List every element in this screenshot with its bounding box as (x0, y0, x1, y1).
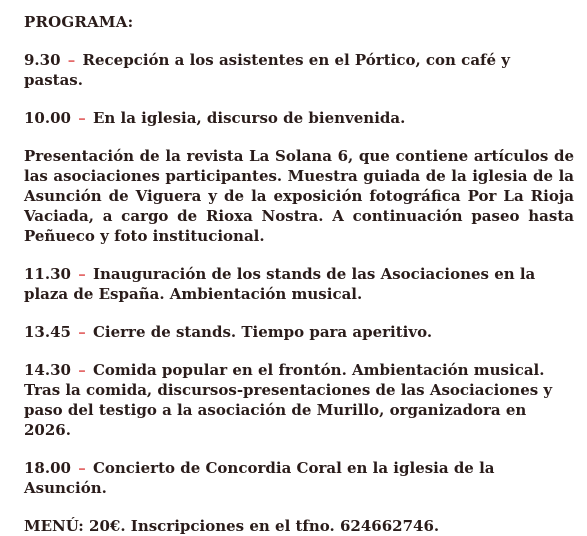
program-heading: PROGRAMA: (24, 13, 134, 31)
schedule-item-1345 (24, 322, 574, 342)
schedule-item-presentation (24, 146, 574, 246)
menu-info: MENÚ: 20€. Inscripciones en el tfno. 624662746. (24, 517, 440, 535)
schedule-time: 18.00 (24, 459, 71, 477)
schedule-time: 11.30 (24, 265, 71, 283)
schedule-time: 13.45 (24, 323, 71, 341)
schedule-item-1000 (24, 108, 574, 128)
time-separator-dash: – (78, 265, 86, 283)
time-separator-dash: – (78, 109, 86, 127)
schedule-description: Presentación de la revista La Solana 6, que contiene artículos de las asociaciones participantes. Muestra guiada de la iglesia de la Asunción de Viguera y de la exposición fotográfica Por La Rioja Vaciada, a cargo de Rioxa Nostra. A continuación paseo hasta Peñueco y foto institucional. (24, 147, 574, 245)
time-separator-dash: – (78, 323, 86, 341)
schedule-continuation: Tras la comida, discursos-presentaciones de las Asociaciones y paso del testigo a la asociación de Murillo, organizadora en 2026. (24, 381, 553, 439)
schedule-time: 14.30 (24, 361, 71, 379)
schedule-description: Cierre de stands. Tiempo para aperitivo. (92, 323, 433, 341)
schedule-time: 10.00 (24, 109, 71, 127)
time-separator-dash: – (78, 361, 86, 379)
schedule-time: 9.30 (24, 51, 61, 69)
schedule-item-1430 (24, 360, 574, 440)
program-document (24, 12, 574, 536)
schedule-first-line (24, 360, 574, 380)
time-separator-dash: – (78, 459, 86, 477)
schedule-item-0930 (24, 50, 574, 90)
time-separator-dash: – (67, 51, 76, 69)
schedule-description: Comida popular en el frontón. Ambientación musical. (92, 361, 545, 379)
schedule-item-1800 (24, 458, 574, 498)
schedule-description: Inauguración de los stands de las Asociaciones en la plaza de España. Ambientación musical. (24, 265, 536, 303)
schedule-item-1130 (24, 264, 574, 304)
schedule-description: En la iglesia, discurso de bienvenida. (92, 109, 406, 127)
schedule-description: Concierto de Concordia Coral en la iglesia de la Asunción. (24, 459, 495, 497)
schedule-description: Recepción a los asistentes en el Pórtico, con café y pastas. (24, 51, 510, 89)
